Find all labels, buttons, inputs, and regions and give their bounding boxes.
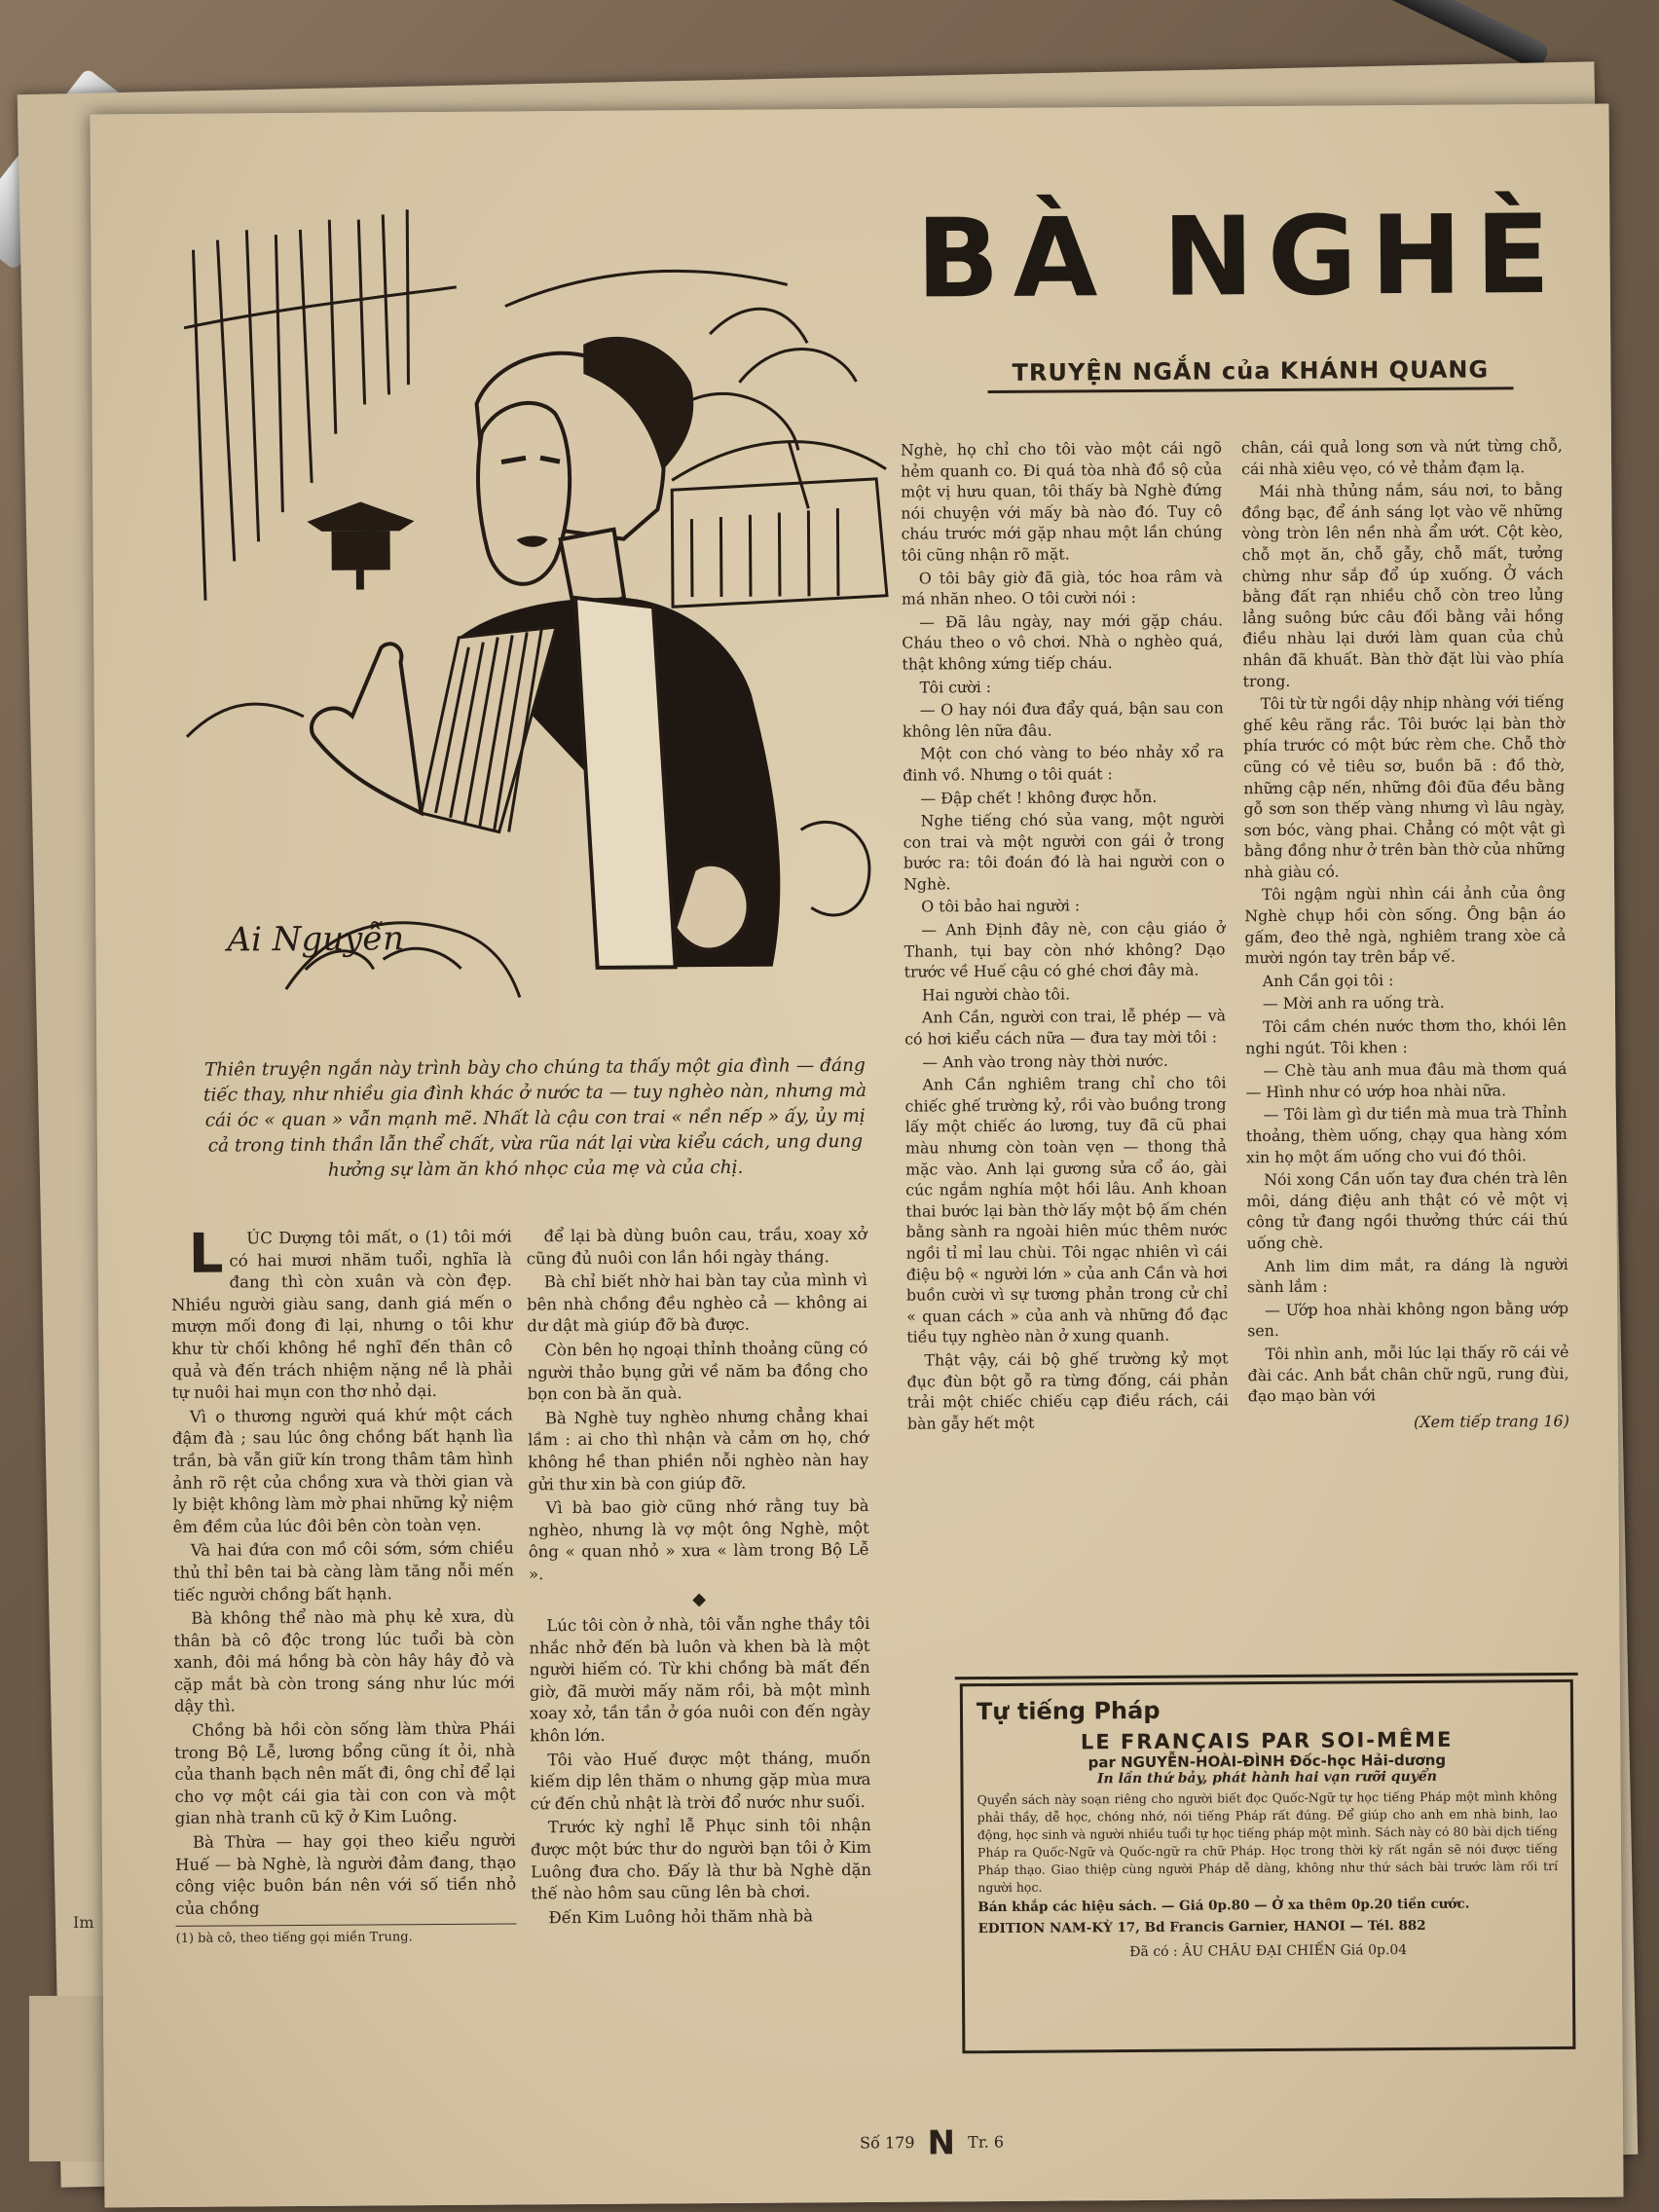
paragraph: O tôi bảo hai người :	[921, 896, 1081, 916]
paragraph: Tôi cười :	[919, 677, 992, 697]
underlying-page-text: Im	[73, 1913, 94, 1932]
paragraph: — Ướp hoa nhài không ngon bằng ướp sen.	[1247, 1298, 1569, 1341]
byline-underline	[988, 387, 1514, 393]
story-byline	[948, 355, 1552, 393]
paragraph: Bà không thể nào mà phụ kẻ xưa, dù thân bà cô độc trong lúc tuổi bà còn xanh, đôi má hồng bà còn hây hây đỏ và cặp mắt bà còn trong sáng như lúc mới dậy thì.	[173, 1606, 515, 1716]
article-column-2	[526, 1224, 871, 1932]
magazine-page	[91, 104, 1624, 2208]
paragraph: để lại bà dùng buôn cau, trầu, xoay xở cũng đủ nuôi con lần hồi ngày tháng.	[526, 1224, 867, 1268]
paragraph: Hai người chào tôi.	[921, 984, 1071, 1005]
paragraph: LÚC Dượng tôi mất, o (1) tôi mới có hai mươi nhăm tuổi, nghĩa là đang thì còn xuân và còn đẹp. Nhiều người giàu sang, danh giá mến o mượn mối đong đi lại, nhưng o tôi khư khư từ chối không hề nghĩ đến thân cô quả và đến trách nhiệm nặng nề là phải tự nuôi hai mụn con thơ nhỏ dại.	[170, 1222, 513, 1403]
article-column-4	[1241, 435, 1569, 1434]
paragraph: — Đã lâu ngày, nay mới gặp cháu. Cháu theo o vô chơi. Nhà o nghèo quá, thật không xứng tiếp cháu.	[902, 610, 1224, 674]
paragraph: Một con chó vàng to béo nhảy xổ ra đinh vồ. Nhưng o tôi quát :	[903, 742, 1225, 785]
article-column-1	[170, 1222, 517, 1948]
paragraph: — Anh vào trong này thời nước.	[922, 1051, 1168, 1072]
paragraph: Chồng bà hồi còn sống làm thừa Phái trong Bộ Lễ, lương bổng cũng ít ỏi, nhà của thanh bạch nên mất đi, ông chỉ để lại cho vợ một cái gia tài con con và một gian nhà tranh cũ kỹ ở Kim Luông.	[174, 1718, 516, 1828]
paragraph: Tôi nhìn anh, mỗi lúc lại thấy rõ cái vẻ đài các. Anh bắt chân chữ ngũ, rung đùi, đạo mạo bàn với	[1247, 1342, 1569, 1406]
ad-publisher: EDITION NAM-KỲ 17, Bd Francis Garnier, HANOI — Tél. 882	[977, 1917, 1426, 1937]
paragraph: — Mời anh ra uống trà.	[1262, 993, 1445, 1014]
page-footer	[786, 2122, 1078, 2163]
paragraph: Anh lim dim mắt, ra dáng là người sành lắm :	[1246, 1254, 1568, 1297]
paragraph: Nghe tiếng chó sủa vang, một người con trai và một người con gái ở trong bước ra: tôi đoán đó là hai người con o Nghè.	[903, 809, 1225, 894]
footnote: (1) bà cô, theo tiếng gọi miền Trung.	[176, 1924, 517, 1948]
paragraph: Anh Cần nghiêm trang chỉ cho tôi chiếc ghế trường kỷ, rồi vào buồng trong lấy một chiếc áo lương, tuy đã cũ phai màu nhưng còn toàn vẹn — thong thả mặc vào. Anh lại gương sửa cổ áo, gài cúc ngắm nghía một hồi lâu. Anh khoan thai bước lại bàn thờ lấy một bộ ấm chén bằng sành ra ngoài hiên múc thêm nước ngồi tỉ mỉ lau chùi. Tôi ngạc nhiên vì cái điệu bộ « người lớn » của anh Cần và hơi buồn cười vì sự tương phản trong cử chỉ « quan cách » của anh và những đồ đạc tiều tụy nghèo nàn ở xung quanh.	[904, 1073, 1229, 1346]
paragraph: O tôi bây giờ đã già, tóc hoa râm và má nhăn nheo. O tôi cười nói :	[901, 566, 1223, 608]
paragraph: — O hay nói đưa đẩy quá, bận sau con không lên nữa đâu.	[902, 698, 1224, 741]
paragraph: Bà chỉ biết nhờ hai bàn tay của mình vì bên nhà chồng đều nghèo cả — không ai dư dật mà giúp đỡ bà được.	[526, 1271, 868, 1336]
ad-already-out: Đã có : ÂU CHÂU ĐẠI CHIẾN Giá 0p.04	[1129, 1942, 1408, 1961]
paragraph: Tôi từ từ ngồi dậy nhịp nhàng với tiếng ghế kêu răng rắc. Tôi bước lại bàn thờ phía trước có một bức rèm che. Chỗ thờ cũng có vẻ tiêu sơ, buồn bã : đồ thờ, những cập nến, những đôi đũa đều bằng gỗ sơn son thếp vàng nhưng vì lâu ngày, sơn bóc, vàng phai. Chẳng có một vật gì bằng đồng như ở trên bàn thờ của những nhà giàu có.	[1242, 692, 1566, 882]
page-number: Tr. 6	[968, 2132, 1005, 2152]
paragraph: Tôi cầm chén nước thơm tho, khói lên nghi ngút. Tôi khen :	[1245, 1014, 1567, 1057]
paragraph: Anh Cần, người con trai, lễ phép — và có hơi kiểu cách nữa — đưa tay mời tôi :	[904, 1006, 1227, 1049]
paragraph: chân, cái quả long sơn và nứt từng chỗ, cái nhà xiêu vẹo, có vẻ thảm đạm lạ.	[1240, 435, 1563, 478]
story-title: BÀ NGHÈ	[915, 191, 1565, 323]
paragraph: — Đập chết ! không được hỗn.	[920, 787, 1158, 808]
paragraph: Còn bên họ ngoại thỉnh thoảng cũng có người thảo bụng gửi về năm ba đồng cho bọn con bà ăn quà.	[527, 1338, 868, 1404]
ad-body: Quyển sách này soạn riêng cho người biết đọc Quốc-Ngữ tự học tiếng Pháp một mình không phải thầy, dễ học, chóng nhớ, nói tiếng Pháp rất đúng. Để giúp cho anh em nhà binh, lao động, học sinh và người nhiều tuổi tự học tiếng pháp một mình. Sách này có 80 bài dịch tiếng Pháp ra Quốc-Ngữ và Quốc-ngữ ra chữ Pháp. Học trong thời kỳ rất ngắn sẽ nói được tiếng Pháp thạo. Giao thiệp cùng người Pháp dễ dàng, không như thứ sách bài trước làm rối trí người học.	[977, 1788, 1559, 1896]
paragraph: Vì bà bao giờ cũng nhớ rằng tuy bà nghèo, nhưng là vợ một ông Nghè, một ông « quan nhỏ » xưa « làm trong Bộ Lễ ».	[528, 1496, 869, 1584]
ad-edition: In lần thứ bảy, phát hành hai vạn rưỡi quyển	[1096, 1768, 1438, 1788]
ad-author: par NGUYỄN-HOÀI-ĐÌNH Đốc-học Hải-dương	[1088, 1751, 1447, 1772]
paragraph: Bà Nghè tuy nghèo nhưng chẳng khai lầm : ai cho thì nhận và cảm ơn họ, chớ không hề than phiền nỗi nghèo nàn hay gửi thư xin bà con giúp đỡ.	[527, 1406, 869, 1493]
paragraph: — Tôi làm gì dư tiền mà mua trà Thỉnh thoảng, thèm uống, chạy qua hàng xóm xin họ một ấm uống cho vui đó thôi.	[1245, 1103, 1567, 1166]
paragraph: Mái nhà thủng nắm, sáu nơi, to bằng đồng bạc, để ánh sáng lọt vào vẽ những vòng tròn lên nền nhà ẩm ướt. Cột kèo, chỗ mọt ăn, chỗ gẫy, chỗ mất, tưởng chừng như sắp đổ úp xuống. Ở vách bằng đất rạn nhiều chỗ còn treo lủng lẳng suông bức câu đối bằng vải hồng điều nhàu lại dưới làm quan của chủ nhân đã khuất. Bàn thờ đặt lùi vào phía trong.	[1241, 480, 1565, 690]
story-caption: Thiên truyện ngắn này trình bày cho chúng ta thấy một gia đình — đáng tiếc thay, như nhiều gia đình khác ở nước ta — tuy nghèo nàn, nhưng mà cái óc « quan » vẫn mạnh mẽ. Nhất là cậu con trai « nền nếp » ấy, ủy mị cả trong tinh thần lẫn thể chất, vừa rũa nát lại vừa kiểu cách, ung dung hưởng sự làm ăn khó nhọc của mẹ và của chị.	[203, 1054, 867, 1181]
continued-note: (Xem tiếp trang 16)	[1413, 1411, 1569, 1431]
woodcut-illustration	[164, 186, 968, 1068]
paragraph: Tôi vào Huế được một tháng, muốn kiếm dịp lên thăm o nhưng gặp mùa mưa cứ đến chủ nhật là trời đổ nước như suối.	[530, 1748, 871, 1814]
section-separator: ◆	[692, 1588, 707, 1609]
paragraph: Tôi ngậm ngùi nhìn cái ảnh của ông Nghè chụp hồi còn sống. Ông bận áo gấm, đeo thẻ ngà, nghiêm trang xòe cả mười ngón tay trên bắp vế.	[1244, 883, 1567, 968]
paragraph: — Chè tàu anh mua đâu mà thơm quá — Hình như có ướp hoa nhài nữa.	[1245, 1059, 1567, 1102]
ad-heading: Tự tiếng Pháp	[976, 1696, 1161, 1726]
article-column-3	[901, 437, 1229, 1436]
paragraph: Lúc tôi còn ở nhà, tôi vẫn nghe thầy tôi nhắc nhở đến bà luôn và khen bà là một người hiếm có. Từ khi chồng bà mất đến giờ, đã mười mấy năm rồi, bà một mình xoay xở, tần tần ở góa nuôi con đến ngày khôn lớn.	[529, 1614, 871, 1746]
paragraph: Anh Cần gọi tôi :	[1262, 970, 1394, 990]
byline-text: TRUYỆN NGẮN của KHÁNH QUANG	[1012, 355, 1490, 387]
paragraph: Trước kỳ nghỉ lễ Phục sinh tôi nhận được một bức thư do người bạn tôi ở Kim Luông đưa cho. Đấy là thư bà Nghè dặn thế nào hôm sau cũng lên bà chơi.	[530, 1816, 872, 1903]
paragraph: — Anh Định đây nè, con cậu giáo ở Thanh, tụi bay còn nhớ không? Dạo trước về Huế cậu có ghé chơi đây mà.	[903, 918, 1226, 981]
paragraph: Vì o thương người quá khứ một cách đậm đà ; sau lúc ông chồng bất hạnh lìa trần, bà vẫn giữ kín trong thâm tâm hình ảnh rõ rệt của chồng xưa và thời gian và ly biệt không làm mờ phai những kỷ niệm êm đềm của lúc đôi bên còn toàn vẹn.	[171, 1405, 514, 1536]
issue-number: Số 179	[860, 2133, 915, 2153]
magazine-logo: N	[927, 2123, 956, 2163]
paragraph: Và hai đứa con mồ côi sớm, sớm chiều thủ thỉ bên tai bà càng làm tăng nỗi mến tiếc người chồng bất hạnh.	[172, 1538, 515, 1604]
book-advertisement	[960, 1679, 1576, 2053]
paragraph: Thật vậy, cái bộ ghế trường kỷ mọt đục đùn bột gỗ ra từng đống, cái phản trải một chiếc chiếu cạp điều rách, cái bàn gẫy hết một	[906, 1348, 1229, 1433]
paragraph: Nói xong Cần uốn tay đưa chén trà lên môi, dáng điệu anh thật có vẻ một vị công tử đang ngồi thưởng thức cái thú uống chè.	[1246, 1168, 1568, 1253]
paragraph: Bà Thừa — hay gọi theo kiểu người Huế — bà Nghè, là người đảm đang, thạo công việc buôn bán nên với số tiền nhỏ của chồng	[174, 1830, 517, 1918]
paragraph: Đến Kim Luông hỏi thăm nhà bà	[548, 1906, 814, 1928]
ad-book-title: LE FRANÇAIS PAR SOI-MÊME	[1080, 1727, 1454, 1754]
artist-signature: Ai Nguyễn	[227, 919, 405, 960]
paragraph: Nghè, họ chỉ cho tôi vào một cái ngõ hẻm quanh co. Đi quá tòa nhà đồ sộ của một vị hưu quan, tôi thấy bà Nghè đứng nói chuyện với mấy bà nào đó. Tuy cô cháu trước mới gặp nhau một lần chúng tôi cũng nhận rõ mặt.	[900, 438, 1223, 565]
ad-price: Bán khắp các hiệu sách. — Giá 0p.80 — Ở xa thêm 0p.20 tiền cước.	[977, 1896, 1470, 1916]
